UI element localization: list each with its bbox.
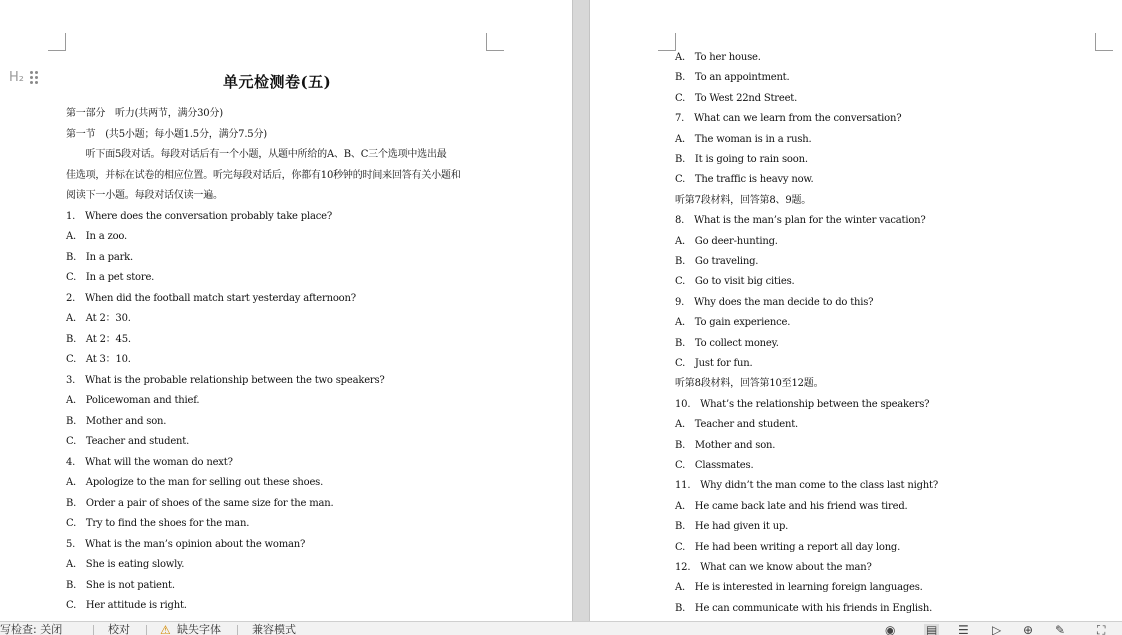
document-line: C. Her attitude is right.: [66, 600, 187, 611]
document-line: A. Policewoman and thief.: [66, 395, 200, 406]
document-line: C. In a pet store.: [66, 272, 155, 283]
document-line: B. Mother and son.: [675, 439, 776, 451]
missing-font-button[interactable]: 缺失字体: [177, 623, 221, 635]
document-line: A. Go deer-hunting.: [675, 235, 778, 247]
document-line: C. The traffic is heavy now.: [675, 174, 814, 186]
document-line: C. Classmates.: [675, 460, 754, 471]
document-line: 9. Why does the man decide to do this?: [675, 296, 874, 308]
document-line: C. Try to find the shoes for the man.: [66, 518, 250, 529]
status-separator: [237, 625, 238, 635]
document-line: B. To collect money.: [675, 337, 779, 349]
document-line: 阅读下一小题。每段对话仅读一遍。: [66, 190, 223, 201]
margin-corner-mark: [658, 33, 676, 51]
document-line: A. He came back late and his friend was tired.: [675, 500, 908, 512]
document-line: 3. What is the probable relationship between the two speakers?: [66, 374, 385, 386]
document-line: A. Apologize to the man for selling out these shoes.: [66, 477, 324, 488]
document-line: A. The woman is in a rush.: [675, 133, 812, 145]
document-line: A. He is interested in learning foreign languages.: [675, 582, 923, 594]
document-line: B. At 2：45.: [66, 333, 131, 345]
status-bar: [0, 621, 1122, 635]
document-line: B. Order a pair of shoes of the same size for the man.: [66, 497, 334, 509]
document-line: C. Teacher and student.: [66, 436, 190, 447]
status-separator: [146, 625, 147, 635]
document-line: B. It is going to rain soon.: [675, 154, 808, 165]
outline-icon[interactable]: ☰: [958, 623, 969, 635]
fullscreen-icon[interactable]: ⛶: [1097, 623, 1106, 635]
document-line: A. To gain experience.: [675, 317, 791, 329]
play-icon[interactable]: ▷: [992, 623, 1002, 635]
page-gap: [572, 0, 590, 621]
document-line: 2. When did the football match start yesterday afternoon?: [66, 292, 356, 304]
document-line: B. He can communicate with his friends in English.: [675, 602, 933, 614]
eye-icon[interactable]: ◉: [885, 623, 896, 635]
document-line: 4. What will the woman do next?: [66, 456, 233, 468]
heading-level-icon[interactable]: H₂: [9, 70, 24, 85]
document-line: 10. What’s the relationship between the speakers?: [675, 398, 930, 410]
spellcheck-status[interactable]: 写检查: 关闭: [0, 623, 63, 635]
margin-corner-mark: [486, 33, 504, 51]
warning-icon: ⚠: [160, 623, 171, 635]
web-icon[interactable]: ⊕: [1023, 623, 1034, 635]
proofread-button[interactable]: 校对: [108, 623, 130, 635]
document-line: A. Teacher and student.: [675, 419, 799, 431]
document-line: 5. What is the man’s opinion about the woman?: [66, 538, 306, 550]
margin-corner-mark: [1095, 33, 1113, 51]
document-line: A. At 2：30.: [66, 313, 131, 324]
document-line: B. He had given it up.: [675, 521, 789, 533]
document-line: B. Go traveling.: [675, 256, 759, 267]
document-line: 听第8段材料，回答第10至12题。: [675, 378, 824, 390]
document-line: 听第7段材料，回答第8、9题。: [675, 194, 812, 206]
document-line: 第一节 (共5小题；每小题1.5分，满分7.5分): [66, 128, 267, 140]
document-line: B. In a park.: [66, 251, 134, 263]
document-line: C. He had been writing a report all day long.: [675, 541, 901, 553]
document-line: A. To her house.: [675, 52, 761, 63]
document-line: C. Just for fun.: [675, 358, 753, 369]
document-title: 单元检测卷(五): [223, 73, 332, 91]
page-view-icon[interactable]: ▤: [926, 623, 938, 635]
status-separator: [93, 625, 94, 635]
margin-corner-mark: [48, 33, 66, 51]
compat-mode-label: 兼容模式: [252, 623, 296, 635]
document-line: B. She is not patient.: [66, 579, 175, 591]
pen-icon[interactable]: ✎: [1055, 623, 1066, 635]
document-line: 7. What can we learn from the conversation?: [675, 113, 902, 125]
document-line: C. To West 22nd Street.: [675, 92, 798, 104]
document-line: 8. What is the man’s plan for the winter vacation?: [675, 215, 926, 227]
document-line: 第一部分 听力(共两节，满分30分): [66, 108, 223, 119]
document-line: 11. Why didn’t the man come to the class last night?: [675, 480, 939, 492]
document-line: C. At 3：10.: [66, 354, 131, 365]
document-line: B. Mother and son.: [66, 415, 167, 427]
document-page-right[interactable]: [590, 0, 1122, 621]
document-line: A. In a zoo.: [66, 231, 128, 242]
document-page-left[interactable]: [0, 0, 572, 621]
document-line: A. She is eating slowly.: [66, 559, 185, 570]
document-line: 佳选项，并标在试卷的相应位置。听完每段对话后，你都有10秒钟的时间来回答有关小题和: [66, 169, 461, 181]
document-line: 听下面5段对话。每段对话后有一个小题，从题中所给的A、B、C三个选项中选出最: [66, 149, 447, 160]
document-line: B. To an appointment.: [675, 72, 790, 84]
drag-handle-icon[interactable]: [30, 71, 40, 85]
document-line: 1. Where does the conversation probably take place?: [66, 210, 332, 222]
document-line: C. Go to visit big cities.: [675, 276, 795, 288]
document-line: 12. What can we know about the man?: [675, 562, 872, 573]
